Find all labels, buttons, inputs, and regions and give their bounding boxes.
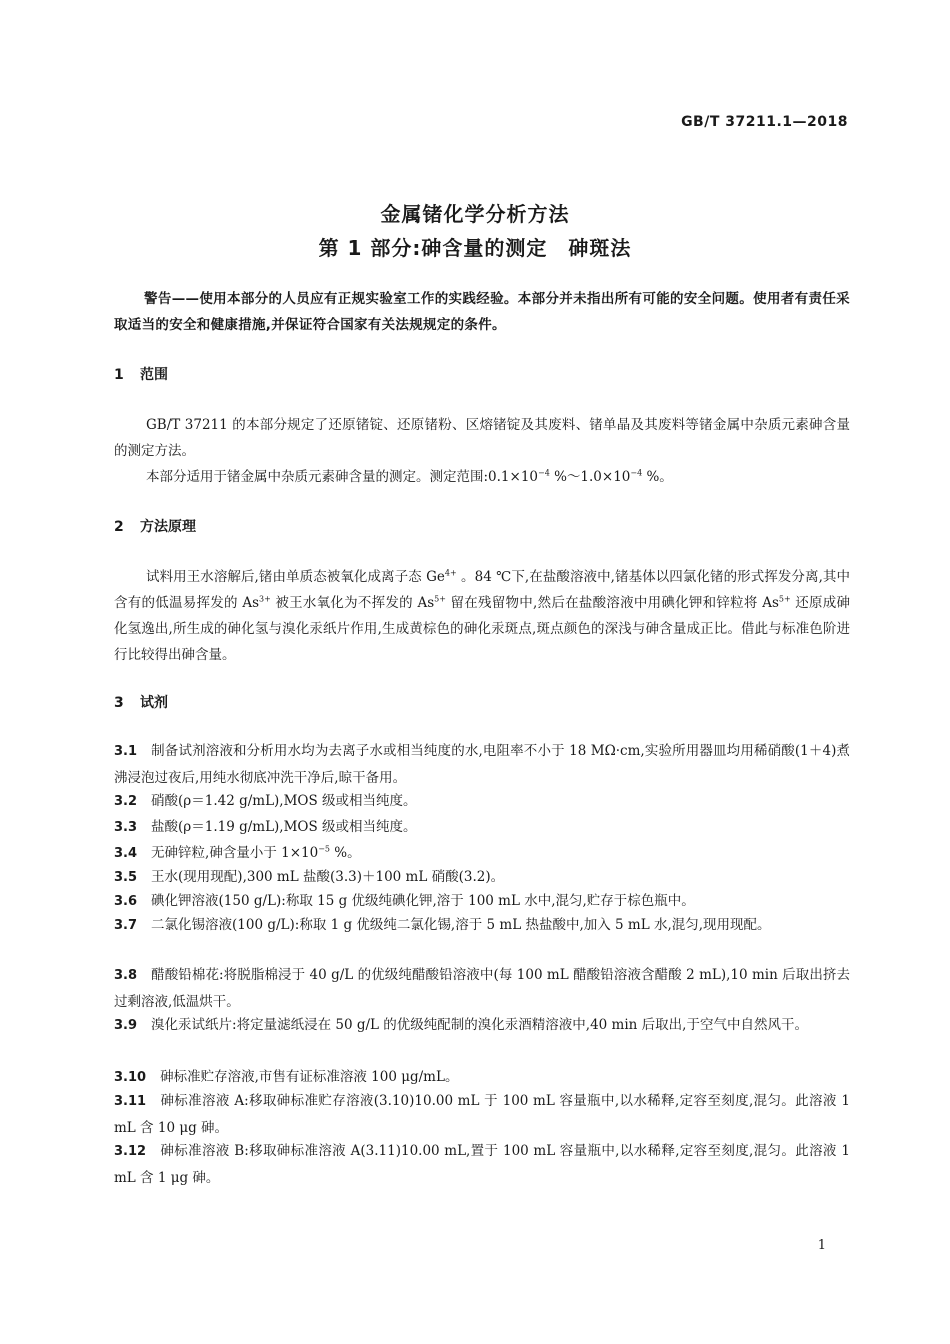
reagent-item: 3.9 溴化汞试纸片:将定量滤纸浸在 50 g/L 的优级纯配制的溴化汞酒精溶液中,40 min 后取出,于空气中自然风干。 xyxy=(114,1017,808,1033)
reagent-item: 3.11 砷标准溶液 A:移取砷标准贮存溶液(3.10)10.00 mL 于 100 mL 容量瓶中,以水稀释,定容至刻度,混匀。此溶液 1 mL 含 10 μg 砷。 xyxy=(114,1093,850,1136)
reagent-item: 3.4 无砷锌粒,砷含量小于 $1\times 10^{-5}$ %。 xyxy=(114,844,361,861)
section-number: 1 xyxy=(114,367,124,383)
reagent-item: 3.3 盐酸(ρ＝1.19 g/mL),MOS 级或相当纯度。 xyxy=(114,819,417,835)
document-title: 金属锗化学分析方法 xyxy=(380,202,570,226)
section-number: 3 xyxy=(114,695,124,711)
section-3-heading xyxy=(114,692,168,712)
reagent-item: 3.8 醋酸铅棉花:将脱脂棉浸于 40 g/L 的优级纯醋酸铅溶液中(每 100 mL 醋酸铅溶液含醋酸 2 mL),10 min 后取出挤去过剩溶液,低温烘干。 xyxy=(114,967,850,1010)
warning-notice: 警告——使用本部分的人员应有正规实验室工作的实践经验。本部分并未指出所有可能的安全问题。使用者有责任采取适当的安全和健康措施,并保证符合国家有关法规规定的条件。 xyxy=(114,291,850,333)
reagent-item: 3.6 碘化钾溶液(150 g/L):称取 15 g 优级纯碘化钾,溶于 100 mL 水中,混匀,贮存于棕色瓶中。 xyxy=(114,893,695,909)
reagent-item: 3.7 二氯化锡溶液(100 g/L):称取 1 g 优级纯二氯化锡,溶于 5 mL 热盐酸中,加入 5 mL 水,混匀,现用现配。 xyxy=(114,917,771,933)
section-1-heading xyxy=(114,364,168,384)
page-number: 1 xyxy=(817,1238,826,1253)
reagent-item: 3.1 制备试剂溶液和分析用水均为去离子水或相当纯度的水,电阻率不小于 18 MΩ·cm,实验所用器皿均用稀硝酸(1＋4)煮沸浸泡过夜后,用纯水彻底冲洗干净后,晾干备用。 xyxy=(114,743,850,786)
section-1-paragraph-2: 本部分适用于锗金属中杂质元素砷含量的测定。测定范围$:0.1\times 10^{-4}$ $\%\sim 1.0\times 10^{-4}$ %。 xyxy=(146,468,673,485)
reagent-item: 3.10 砷标准贮存溶液,市售有证标准溶液 100 μg/mL。 xyxy=(114,1069,459,1085)
section-title: 方法原理 xyxy=(140,519,196,535)
section-2-heading xyxy=(114,516,196,536)
reagent-item: 3.5 王水(现用现配),300 mL 盐酸(3.3)＋100 mL 硝酸(3.2)。 xyxy=(114,869,505,885)
section-title: 试剂 xyxy=(140,695,168,711)
section-number: 2 xyxy=(114,519,124,535)
reagent-item: 3.12 砷标准溶液 B:移取砷标准溶液 A(3.11)10.00 mL,置于 100 mL 容量瓶中,以水稀释,定容至刻度,混匀。此溶液 1 mL 含 1 μg 砷。 xyxy=(114,1143,850,1186)
section-1-paragraph-1: GB/T 37211 的本部分规定了还原锗锭、还原锗粉、区熔锗锭及其废料、锗单晶及其废料等锗金属中杂质元素砷含量的测定方法。 xyxy=(114,417,850,459)
reagent-item: 3.2 硝酸(ρ＝1.42 g/mL),MOS 级或相当纯度。 xyxy=(114,793,417,809)
document-subtitle: 第 1 部分:砷含量的测定 砷斑法 xyxy=(318,236,632,260)
section-title: 范围 xyxy=(140,367,168,383)
section-2-paragraph: 试料用王水溶解后,锗由单质态被氧化成离子态 $Ge^{4+}$ 。84 ℃下,在盐酸溶液中,锗基体以四氯化锗的形式挥发分离,其中含有的低温易挥发的 $As^{3+}$ 被王水氧化为不挥发的 $As^{5+}$ 留在残留物中,然后在盐酸溶液中用碘化钾和锌粒将 $As^{5+}$ 还原成砷化氢逸出,所生成的砷化氢与溴化汞纸片作用,生成黄棕色的砷化汞斑点,斑点颜色的深浅与砷含量成正比。借此与标准色阶进行比较得出砷含量。 xyxy=(114,568,850,663)
standard-number: GB/T 37211.1—2018 xyxy=(681,114,848,130)
